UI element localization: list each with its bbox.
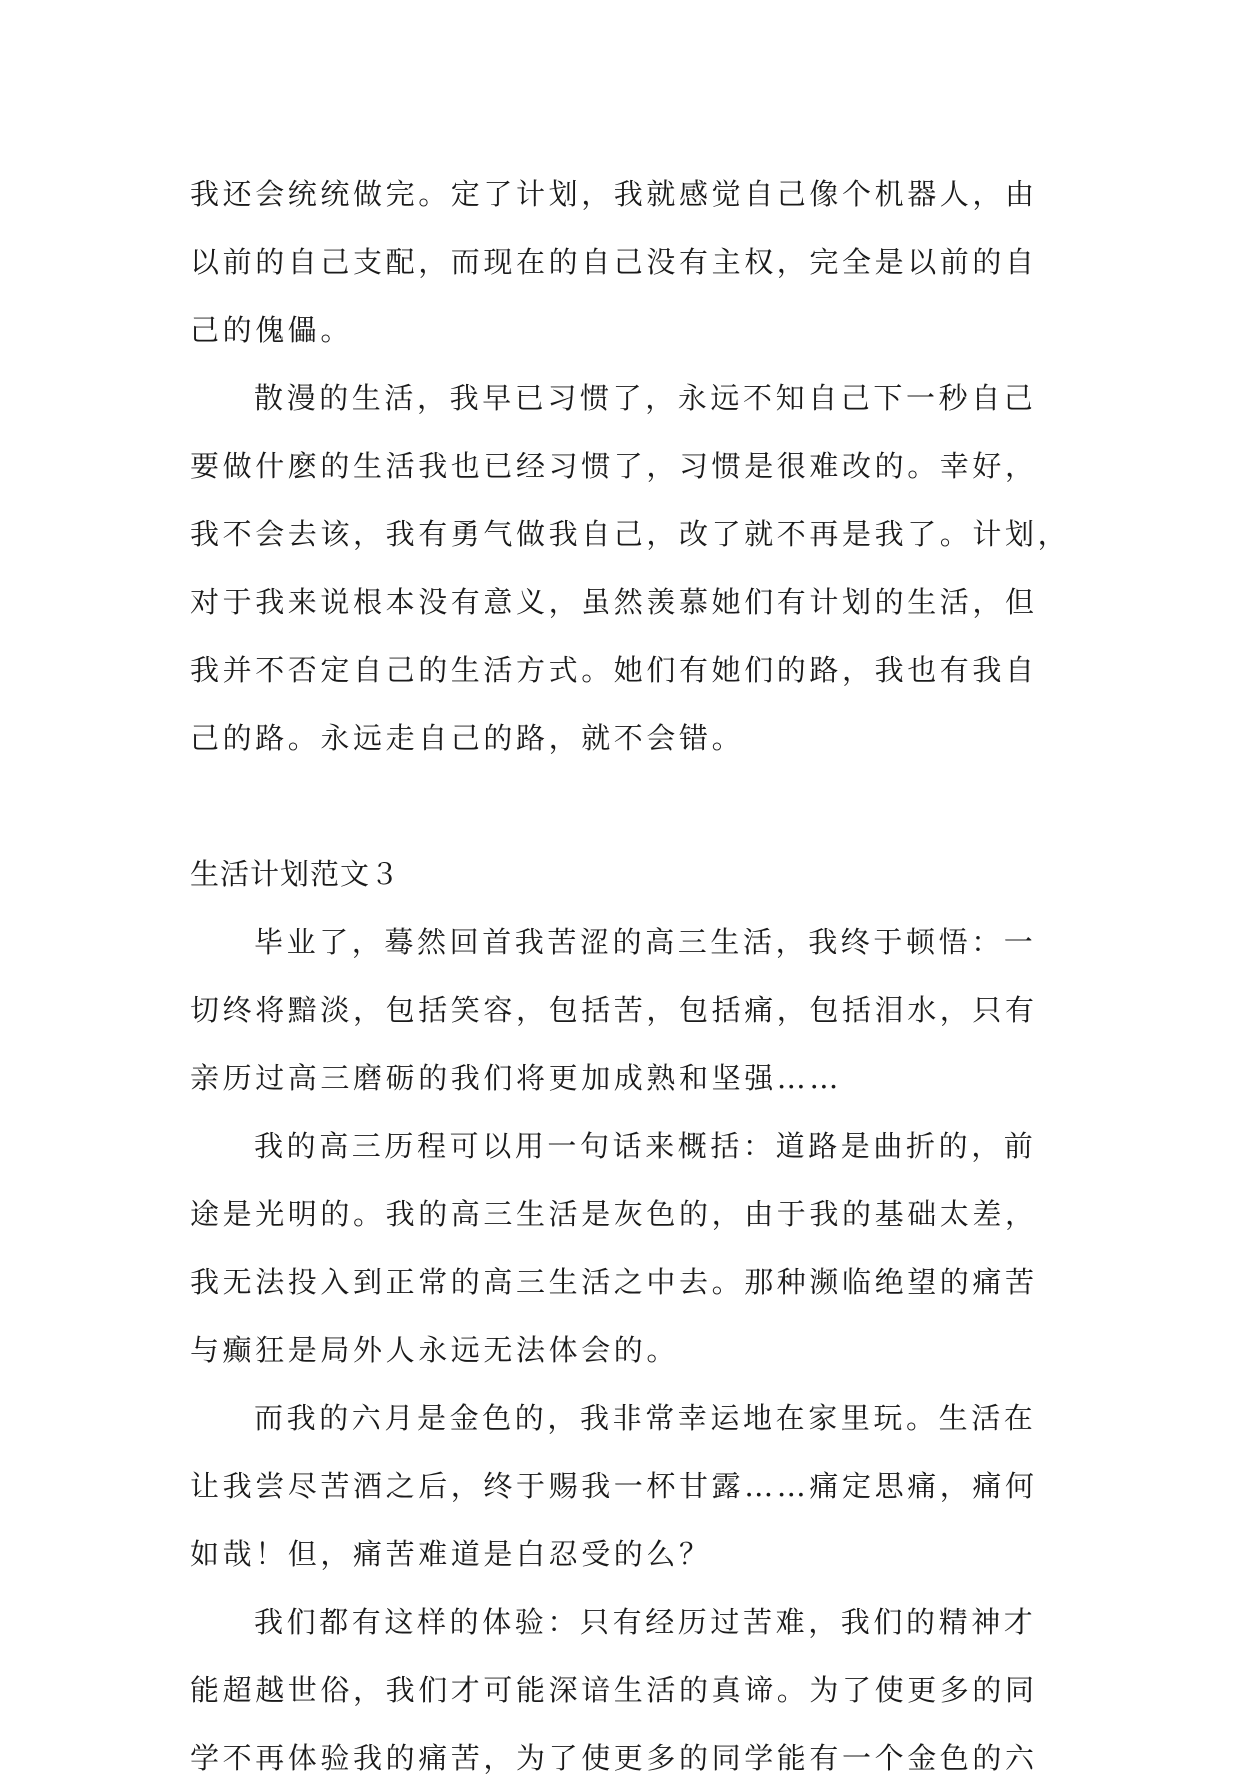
document-body [190,160,1071,1792]
text-line: 我并不否定自己的生活方式。她们有她们的路，我也有我自 [190,653,1038,687]
paragraph [190,908,1052,1112]
text-line: 对于我来说根本没有意义，虽然羡慕她们有计划的生活，但 [190,585,1038,619]
text-line: 亲历过高三磨砺的我们将更加成熟和坚强…… [190,1061,843,1095]
text-line: 能超越世俗，我们才可能深谙生活的真谛。为了使更多的同 [190,1673,1038,1707]
text-line: 与癫狂是局外人永远无法体会的。 [190,1333,680,1367]
text-line: 而我的六月是金色的，我非常幸运地在家里玩。生活在 [254,1401,1037,1435]
paragraph [190,160,1052,364]
text-line: 让我尝尽苦酒之后，终于赐我一杯甘露……痛定思痛，痛何 [190,1469,1038,1503]
text-line: 我还会统统做完。定了计划，我就感觉自己像个机器人，由 [190,177,1038,211]
text-line: 己的傀儡。 [190,313,354,347]
paragraph [190,1384,1052,1588]
text-line: 我不会去该，我有勇气做我自己，改了就不再是我了。计划， [190,517,1071,551]
text-line: 途是光明的。我的高三生活是灰色的，由于我的基础太差， [190,1197,1038,1231]
paragraph-gap [190,772,1052,840]
text-line: 己的路。永远走自己的路，就不会错。 [190,721,745,755]
text-line: 我们都有这样的体验：只有经历过苦难，我们的精神才 [254,1605,1037,1639]
text-line: 毕业了，蓦然回首我苦涩的高三生活，我终于顿悟：一 [254,925,1037,959]
text-line: 以前的自己支配，而现在的自己没有主权，完全是以前的自 [190,245,1038,279]
text-line: 我的高三历程可以用一句话来概括：道路是曲折的，前 [254,1129,1037,1163]
paragraph [190,1112,1052,1384]
text-line: 学不再体验我的痛苦，为了使更多的同学能有一个金色的六 [190,1741,1038,1775]
paragraph [190,1588,1052,1792]
text-line: 我无法投入到正常的高三生活之中去。那种濒临绝望的痛苦 [190,1265,1038,1299]
text-line: 散漫的生活，我早已习惯了，永远不知自己下一秒自己 [254,381,1037,415]
text-line: 切终将黯淡，包括笑容，包括苦，包括痛，包括泪水，只有 [190,993,1038,1027]
text-line: 如哉！但，痛苦难道是白忍受的么？ [190,1537,712,1571]
text-line: 要做什麽的生活我也已经习惯了，习惯是很难改的。幸好， [190,449,1038,483]
section-heading: 生活计划范文３ [190,857,401,891]
paragraph [190,364,1071,772]
